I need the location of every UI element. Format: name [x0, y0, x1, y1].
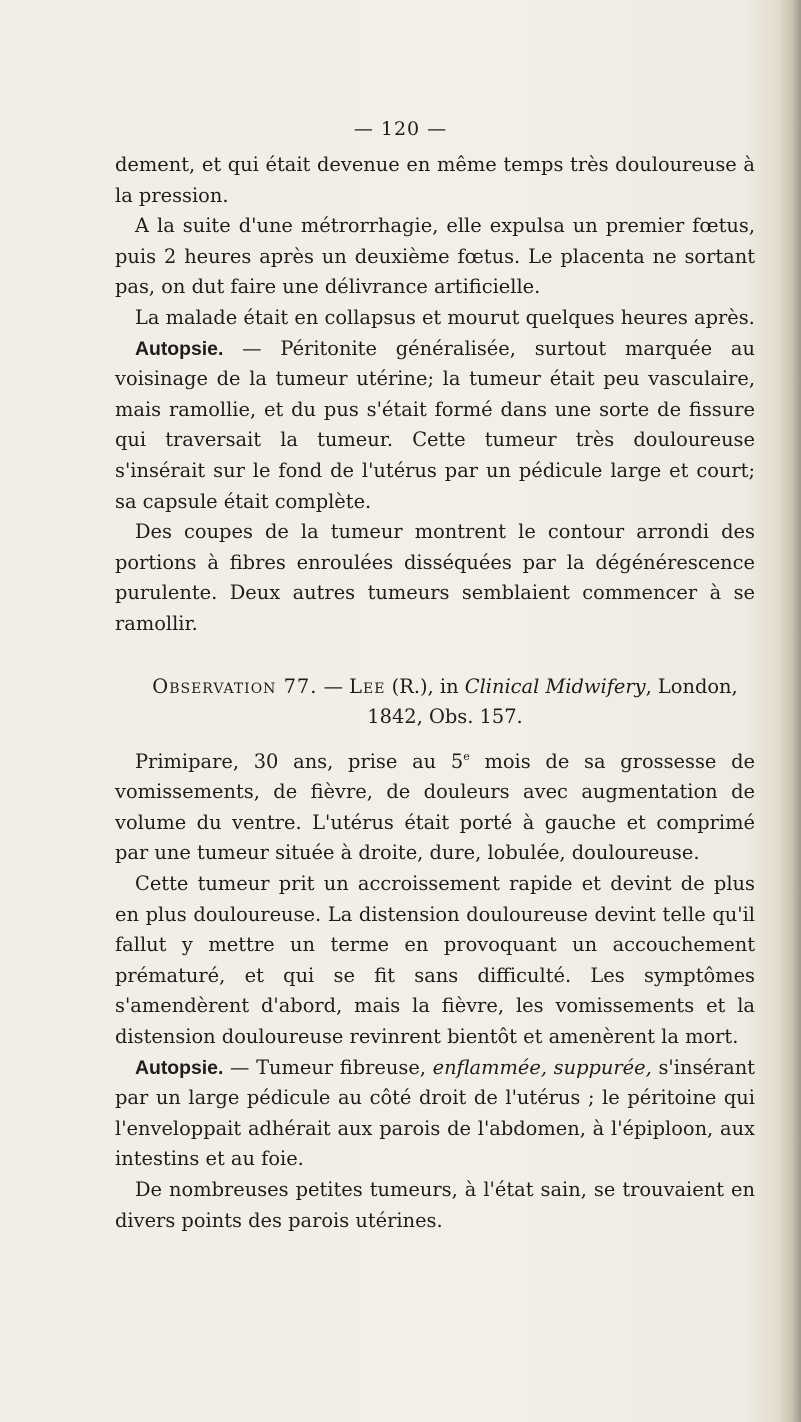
paragraph-text: mois de sa grossesse de vomissements, de fièvre, de douleurs avec augmentation de volume du ventre. L'utérus était porté à gauche et comprimé par une tumeur située à droite, dure, lobulée, douloureuse. [115, 749, 756, 865]
observation-author: Lee [349, 674, 386, 698]
paragraph-text: — Péritonite généralisée, surtout marquée au voisinage de la tumeur utérine; la tumeur était peu vasculaire, mais ramollie, et du pus s'était formé dans une sorte de fissure qui traversait la tumeur. Cette tumeur très douloureuse s'insérait sur le fond de l'utérus par un pédicule large et court; sa capsule était complète. [115, 336, 755, 513]
observation-journal: Clinical Midwifery [464, 674, 646, 698]
paragraph-text: — Tumeur fibreuse, [223, 1055, 433, 1079]
autopsy-label: Autopsie. [135, 1056, 224, 1079]
paragraph-text: Primipare, 30 ans, prise au 5 [135, 749, 464, 773]
paragraph [115, 747, 755, 869]
observation-author-initial: (R.), in [385, 674, 465, 698]
paragraph-emphasis: enflammée, suppurée, [432, 1055, 652, 1079]
observation-year-ref: 1842, Obs. 157. [367, 705, 523, 729]
paragraph: A la suite d'une métrorrhagie, elle expulsa un premier fœtus, puis 2 heures après un deuxième fœtus. Le placenta ne sortant pas, on dut faire une délivrance artificielle. [115, 214, 755, 299]
superscript: e [463, 749, 470, 763]
paragraph: Cette tumeur prit un accroissement rapide et devint de plus en plus douloureuse. La distension douloureuse devint telle qu'il fallut y mettre un terme en provoquant un accouchement prématuré, et qui se fit sans difficulté. Les symptômes s'amendèrent d'abord, mais la fièvre, les vomissements et la distension douloureuse revinrent bientôt et amenèrent la mort. [115, 872, 755, 1049]
paragraph [115, 1053, 755, 1175]
observation-dash: — [317, 674, 350, 698]
paragraph: De nombreuses petites tumeurs, à l'état sain, se trouvaient en divers points des parois utérines. [115, 1178, 755, 1232]
observation-label: Observation 77. [152, 674, 318, 698]
autopsy-label: Autopsie. [135, 337, 224, 360]
body-text [115, 150, 755, 1236]
paragraph-text: s'insérant par un large pédicule au côté droit de l'utérus ; le péritoine qui l'enveloppait adhérait aux parois de l'abdomen, à l'épiploon, aux intestins et au foie. [115, 1055, 755, 1171]
paragraph [115, 334, 755, 518]
observation-place: , London, [645, 674, 738, 698]
paragraph: Des coupes de la tumeur montrent le contour arrondi des portions à fibres enroulées disséquées par la dégénérescence purulente. Deux autres tumeurs semblaient commencer à se ramollir. [115, 520, 755, 635]
paragraph: dement, et qui était devenue en même temps très douloureuse à la pression. [115, 153, 755, 207]
paragraph: La malade était en collapsus et mourut quelques heures après. [135, 305, 755, 329]
observation-heading [115, 672, 755, 733]
page-number: — 120 — [353, 118, 448, 140]
page-edge-shadow [779, 0, 801, 1422]
